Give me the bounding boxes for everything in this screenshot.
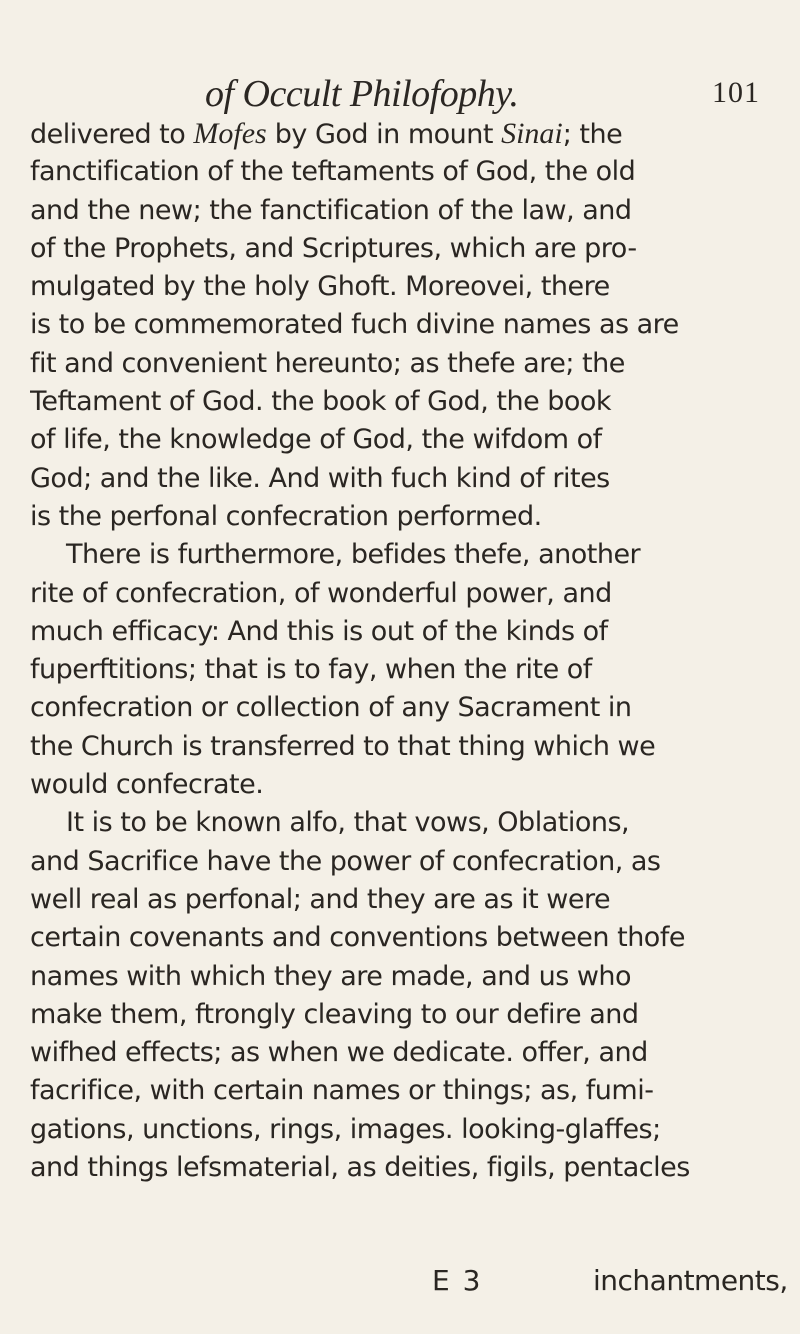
text-line: wifhed effects; as when we dedicate. offer, and xyxy=(30,1037,648,1069)
paragraph-start-line: It is to be known alfo, that vows, Oblations, xyxy=(66,807,630,839)
page-number: 101 xyxy=(712,76,760,109)
text-line: fanctification of the teftaments of God, the old xyxy=(30,156,636,188)
text-line: God; and the like. And with fuch kind of rites xyxy=(30,462,610,494)
text-line: is the perfonal confecration performed. xyxy=(30,500,542,532)
text-line: facrifice, with certain names or things; as, fumi- xyxy=(30,1075,654,1107)
text-line: of the Prophets, and Scriptures, which are pro- xyxy=(30,232,637,264)
text-line: fit and convenient hereunto; as thefe are; the xyxy=(30,347,625,379)
text-line: would confecrate. xyxy=(30,769,264,801)
body-text xyxy=(30,115,770,1187)
signature-mark: E 3 xyxy=(432,1264,483,1297)
text-line: fuperftitions; that is to fay, when the rite of xyxy=(30,654,592,686)
text-line: certain covenants and conventions between thofe xyxy=(30,922,685,954)
text-line: Teftament of God. the book of God, the book xyxy=(30,386,612,418)
text-line: rite of confecration, of wonderful power, and xyxy=(30,577,612,609)
running-title: of Occult Philofophy. xyxy=(205,73,519,115)
text-line: mulgated by the holy Ghoft. Moreovei, there xyxy=(30,271,610,303)
text-line: is to be commemorated fuch divine names as are xyxy=(30,309,679,341)
text-line: well real as perfonal; and they are as it were xyxy=(30,883,611,915)
text-line: and the new; the fanctification of the law, and xyxy=(30,194,632,226)
text-line: names with which they are made, and us who xyxy=(30,960,632,992)
text-line: of life, the knowledge of God, the wifdom of xyxy=(30,424,602,456)
text-line: the Church is transferred to that thing which we xyxy=(30,730,656,762)
text-line: delivered to Mofes by God in mount Sinai; the xyxy=(30,117,623,150)
page-footer xyxy=(0,1264,800,1304)
paragraph-start-line: There is furthermore, befides thefe, another xyxy=(66,539,641,571)
text-line: and things lefsmaterial, as deities, figils, pentacles xyxy=(30,1152,690,1184)
text-line: gations, unctions, rings, images. looking-glaffes; xyxy=(30,1113,661,1145)
text-line: make them, ftrongly cleaving to our defire and xyxy=(30,998,639,1030)
page-header xyxy=(0,72,800,116)
catchword: inchantments, xyxy=(593,1264,788,1297)
text-line: confecration or collection of any Sacrament in xyxy=(30,692,632,724)
text-line: much efficacy: And this is out of the kinds of xyxy=(30,615,608,647)
text-line: and Sacrifice have the power of confecration, as xyxy=(30,845,661,877)
